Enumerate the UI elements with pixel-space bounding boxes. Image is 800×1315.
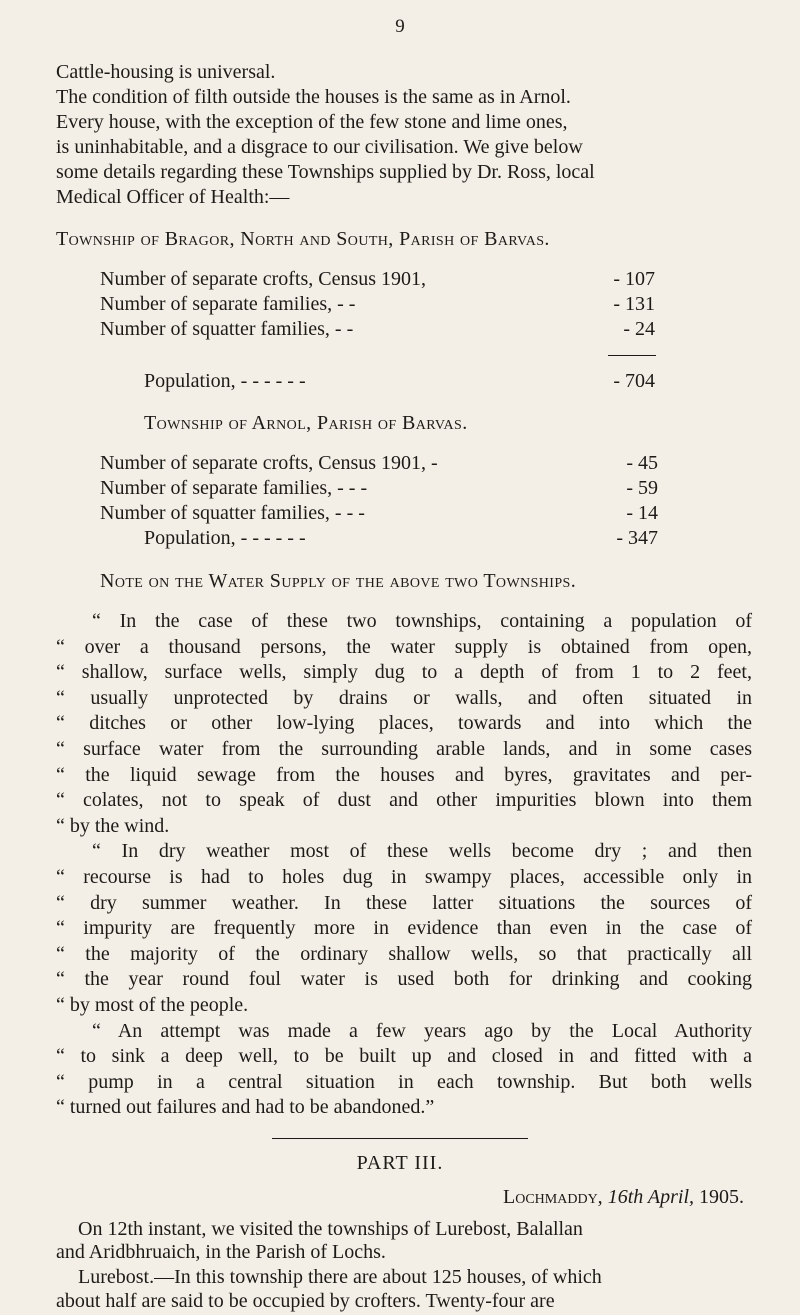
quote-line: “ In the case of these two townships, containing a population of [92, 610, 752, 632]
dateline-year: 1905. [699, 1186, 744, 1208]
quote-line: “ to sink a deep well, to be built up and closed in and fitted with a [56, 1045, 752, 1068]
dateline [503, 1186, 744, 1209]
quote-line: “ pump in a central situation in each township. But both wells [56, 1070, 752, 1093]
quote-line: “ colates, not to speak of dust and other impurities blown into them [56, 789, 752, 812]
sum-rule [608, 355, 656, 356]
stat-label: Population, - - - - - - [144, 527, 306, 549]
stat-value: - 107 [613, 268, 655, 290]
water-supply-quote [56, 609, 752, 1121]
section-divider [272, 1138, 528, 1139]
closing-line: and Aridbhruaich, in the Parish of Lochs. [56, 1241, 386, 1263]
quote-line: “ recourse is had to holes dug in swampy places, accessible only in [56, 865, 752, 888]
quote-line: “ the liquid sewage from the houses and byres, gravitates and per- [56, 763, 752, 786]
quote-line: “ over a thousand persons, the water supply is obtained from open, [56, 635, 752, 658]
stat-label: Number of separate crofts, Census 1901, [100, 268, 427, 290]
quote-line: “ shallow, surface wells, simply dug to a depth of from 1 to 2 feet, [56, 661, 752, 684]
quote-line: “ ditches or other low-lying places, towards and into which the [56, 712, 752, 735]
stat-value: - 347 [616, 527, 658, 549]
note-heading: Note on the Water Supply of the above two Townships. [100, 570, 577, 592]
stat-label: Number of squatter families, - - - [100, 502, 365, 524]
intro-line: Cattle-housing is universal. [56, 61, 276, 83]
quote-line: “ An attempt was made a few years ago by the Local Authority [92, 1019, 752, 1042]
intro-line: Medical Officer of Health:— [56, 186, 290, 208]
quote-line: “ the year round foul water is used both for drinking and cooking [56, 968, 752, 991]
quote-line: “ by the wind. [56, 814, 170, 837]
township-heading: Township of Arnol, Parish of Barvas. [144, 412, 468, 434]
intro-line: some details regarding these Townships supplied by Dr. Ross, local [56, 161, 595, 183]
quote-line: “ the majority of the ordinary shallow wells, so that practically all [56, 942, 752, 965]
stat-label: Number of separate families, - - - [100, 477, 368, 499]
intro-line: is uninhabitable, and a disgrace to our civilisation. We give below [56, 136, 583, 158]
stat-value: - 59 [626, 477, 658, 499]
intro-line: Every house, with the exception of the few stone and lime ones, [56, 111, 568, 133]
stat-label: Number of squatter families, - - [100, 318, 354, 340]
quote-line: “ surface water from the surrounding arable lands, and in some cases [56, 737, 752, 760]
page-number: 9 [395, 16, 405, 37]
intro-line: The condition of filth outside the houses is the same as in Arnol. [56, 86, 571, 108]
part-title: PART III. [356, 1152, 444, 1174]
dateline-date: 16th April, [607, 1186, 694, 1208]
stat-value: - 14 [626, 502, 658, 524]
quote-line: “ turned out failures and had to be abandoned.” [56, 1096, 435, 1119]
stat-label: Number of separate families, - - [100, 293, 356, 315]
stat-value: - 24 [623, 318, 655, 340]
stat-label: Population, - - - - - - [144, 370, 306, 392]
dateline-place: Lochmaddy, [503, 1186, 603, 1208]
closing-line: On 12th instant, we visited the townships of Lurebost, Balallan [78, 1218, 583, 1240]
stat-value: - 131 [613, 293, 655, 315]
quote-line: “ usually unprotected by drains or walls, and often situated in [56, 686, 752, 709]
quote-line: “ In dry weather most of these wells become dry ; and then [92, 840, 752, 863]
closing-line: about half are said to be occupied by crofters. Twenty-four are [56, 1290, 555, 1312]
quote-line: “ by most of the people. [56, 993, 249, 1016]
closing-line: Lurebost.—In this township there are about 125 houses, of which [78, 1266, 602, 1288]
stat-value: - 45 [626, 452, 658, 474]
quote-line: “ dry summer weather. In these latter situations the sources of [56, 891, 752, 914]
quote-line: “ impurity are frequently more in evidence than even in the case of [56, 917, 752, 940]
township-heading: Township of Bragor, North and South, Parish of Barvas. [56, 228, 550, 250]
stat-value: - 704 [613, 370, 655, 392]
stat-label: Number of separate crofts, Census 1901, - [100, 452, 438, 474]
